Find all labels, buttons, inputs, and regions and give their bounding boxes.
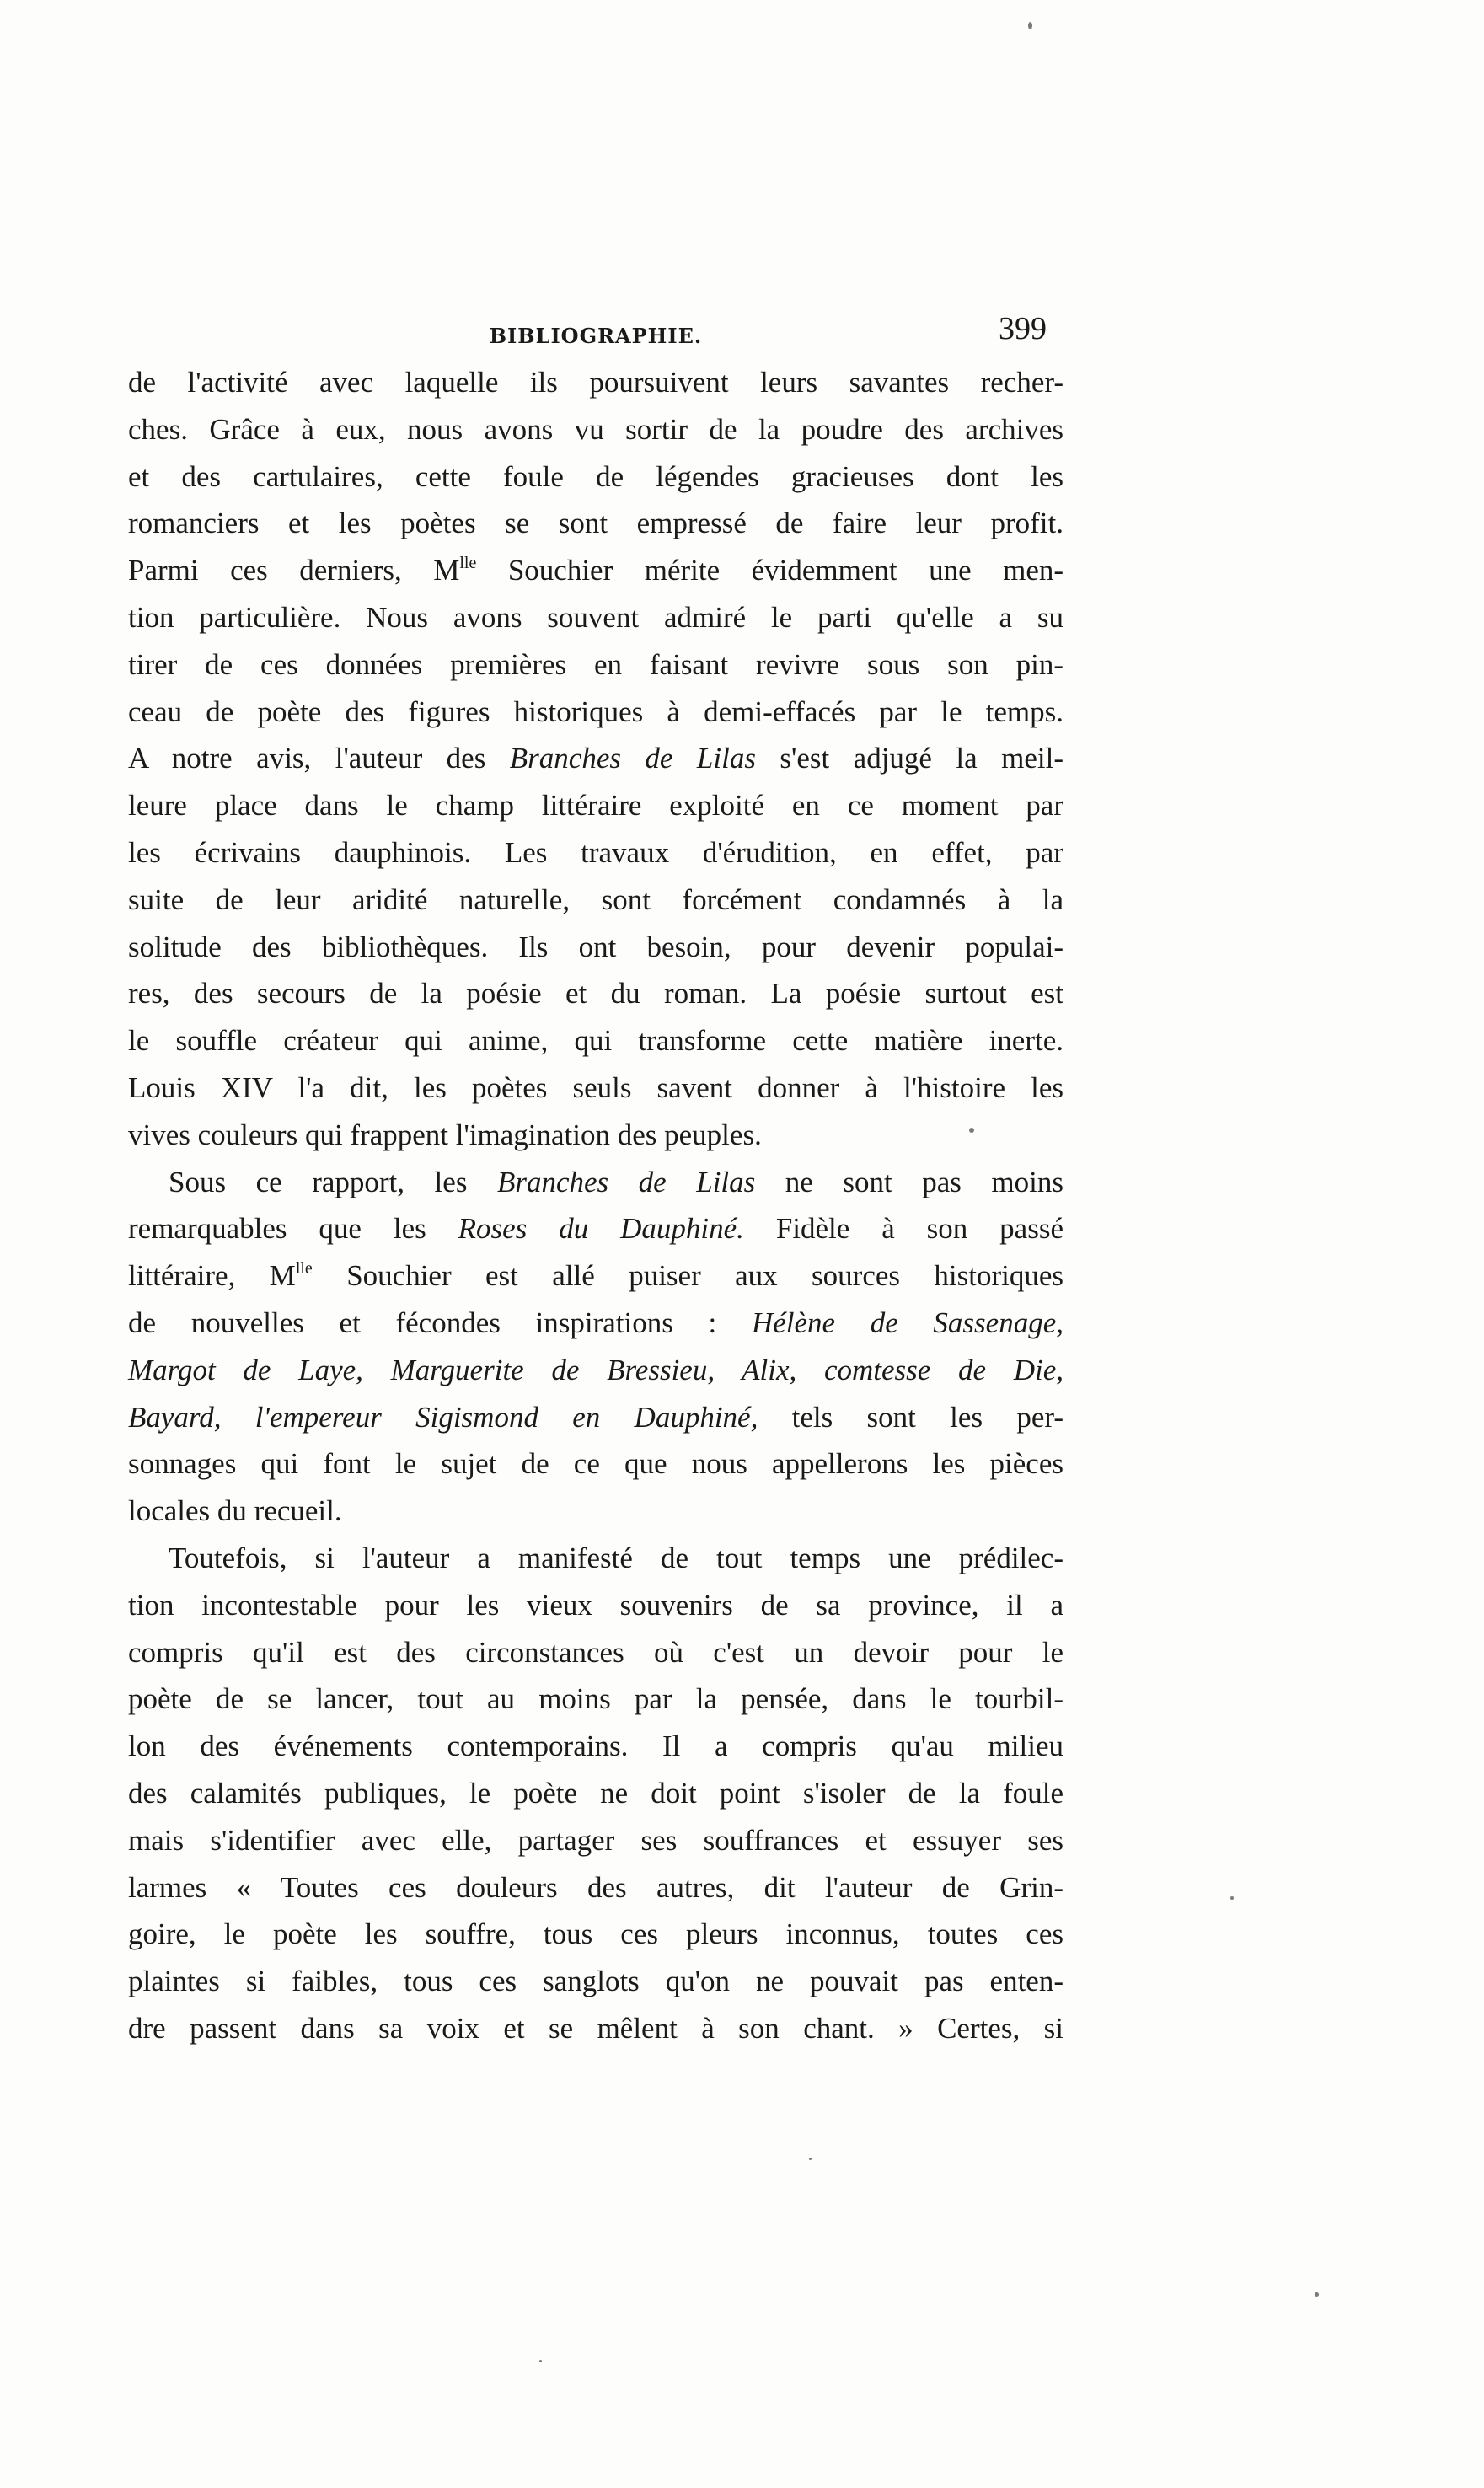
- text-line: dre passent dans sa voix et se mêlent à son chant. » Certes, si: [128, 2011, 1063, 2045]
- text-line: littéraire, $M^{lle}$ Souchier est allé puiser aux sources historiques: [128, 1259, 1064, 1293]
- paper-speck: [1230, 1896, 1234, 1900]
- text-line: Sous ce rapport, les Branches de Lilas ne sont pas moins: [169, 1165, 1063, 1198]
- paper-speck: [539, 2360, 542, 2362]
- text-line: le souffle créateur qui anime, qui transforme cette matière inerte.: [128, 1024, 1063, 1058]
- text-line: vives couleurs qui frappent l'imagination des peuples.: [128, 1118, 762, 1151]
- poem-titles: Bayard, l'empereur Sigismond en Dauphiné,: [128, 1400, 758, 1434]
- book-title: Branches de Lilas: [496, 1165, 756, 1198]
- paper-speck: [1028, 22, 1032, 29]
- text-line: solitude des bibliothèques. Ils ont besoin, pour devenir populai-: [128, 930, 1063, 963]
- text-line: de l'activité avec laquelle ils poursuivent leurs savantes recher-: [128, 366, 1063, 399]
- running-title: BIBLIOGRAPHIE.: [489, 324, 703, 348]
- text-line: res, des secours de la poésie et du roman. La poésie surtout est: [128, 977, 1063, 1011]
- poem-title: Hélène de Sassenage,: [751, 1306, 1063, 1339]
- running-head: [128, 310, 1063, 357]
- text-line: Toutefois, si l'auteur a manifesté de tout temps une prédilec-: [169, 1541, 1063, 1574]
- text-line: A notre avis, l'auteur des Branches de Lilas s'est adjugé la meil-: [128, 742, 1063, 775]
- superscript: lle: [459, 554, 477, 573]
- text-line: Louis XIV l'a dit, les poètes seuls savent donner à l'histoire les: [128, 1070, 1063, 1104]
- paper-speck: [809, 2158, 812, 2160]
- text-line: suite de leur aridité naturelle, sont forcément condamnés à la: [128, 882, 1063, 916]
- text-line: de nouvelles et fécondes inspirations : Hélène de Sassenage,: [128, 1306, 1063, 1339]
- text-line: tirer de ces données premières en faisant revivre sous son pin-: [128, 647, 1063, 681]
- text-line: tion particulière. Nous avons souvent admiré le parti qu'elle a su: [128, 600, 1063, 634]
- text-line: sonnages qui font le sujet de ce que nous appellerons les pièces: [128, 1447, 1063, 1481]
- body-text: [128, 359, 1063, 2052]
- text-line: compris qu'il est des circonstances où c'est un devoir pour le: [128, 1635, 1063, 1669]
- text-line: lon des événements contemporains. Il a compris qu'au milieu: [128, 1729, 1063, 1763]
- text-line: ches. Grâce à eux, nous avons vu sortir de la poudre des archives: [128, 412, 1063, 446]
- paper-speck: [969, 1128, 974, 1133]
- text-line: leure place dans le champ littéraire exploité en ce moment par: [128, 789, 1063, 823]
- text-line: larmes « Toutes ces douleurs des autres, dit l'auteur de Grin-: [128, 1870, 1063, 1904]
- paper-speck: [1315, 2292, 1319, 2297]
- text-line: poète de se lancer, tout au moins par la pensée, dans le tourbil-: [128, 1682, 1063, 1716]
- text-line: plaintes si faibles, tous ces sanglots qu'on ne pouvait pas enten-: [128, 1965, 1063, 1998]
- text-line: locales du recueil.: [128, 1494, 342, 1528]
- superscript: lle: [295, 1259, 313, 1279]
- book-title: Branches de Lilas: [509, 742, 756, 775]
- text-line: tion incontestable pour les vieux souvenirs de sa province, il a: [128, 1588, 1063, 1622]
- text-line: des calamités publiques, le poète ne doit point s'isoler de la foule: [128, 1776, 1063, 1810]
- page-number: 399: [999, 311, 1047, 346]
- text-line: ceau de poète des figures historiques à demi-effacés par le temps.: [128, 694, 1063, 728]
- poem-titles: Margot de Laye, Marguerite de Bressieu, Alix, comtesse de Die,: [128, 1353, 1063, 1386]
- text-line: les écrivains dauphinois. Les travaux d'érudition, en effet, par: [128, 835, 1063, 869]
- text-line: romanciers et les poètes se sont empressé de faire leur profit.: [128, 507, 1063, 540]
- text-line: et des cartulaires, cette foule de légendes gracieuses dont les: [128, 459, 1063, 493]
- text-line: mais s'identifier avec elle, partager ses souffrances et essuyer ses: [128, 1823, 1063, 1857]
- text-line: goire, le poète les souffre, tous ces pleurs inconnus, toutes ces: [128, 1917, 1063, 1951]
- text-line: remarquables que les Roses du Dauphiné. Fidèle à son passé: [128, 1212, 1063, 1246]
- text-line: [128, 1347, 1063, 1394]
- book-title: Roses du Dauphiné.: [458, 1212, 744, 1246]
- text-line: Parmi ces derniers, $M^{lle}$ Souchier mérite évidemment une men-: [128, 554, 1064, 587]
- text-line: Bayard, l'empereur Sigismond en Dauphiné, tels sont les per-: [128, 1400, 1063, 1434]
